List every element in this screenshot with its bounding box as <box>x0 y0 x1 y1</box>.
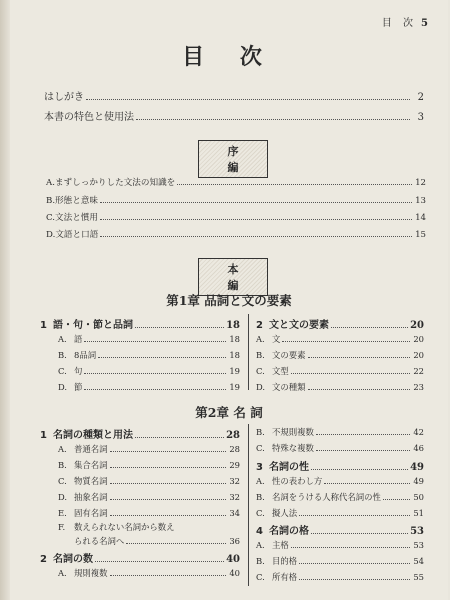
toc-head: 1 語・句・節と品詞 18 <box>40 320 240 331</box>
leader-dots <box>136 113 410 120</box>
toc-entry: B. 不規則複数 42 <box>256 427 424 437</box>
toc-entry: C. 所有格 55 <box>256 572 424 582</box>
toc-entry: A. 主格 53 <box>256 540 424 550</box>
running-head-label: 目 次 <box>381 18 418 29</box>
toc-entry: C. 特殊な複数 46 <box>256 443 424 453</box>
toc-entry: D. 文の種類 23 <box>256 382 424 392</box>
toc-entry: C. 物質名詞 32 <box>58 476 240 486</box>
toc-head: 2 名詞の数 40 <box>40 554 240 565</box>
toc-label: はしがき <box>44 92 84 103</box>
toc-entry: A. 文 20 <box>256 334 424 344</box>
toc-entry: B. 文の要素 20 <box>256 350 424 360</box>
toc-head: 1 名詞の種類と用法 28 <box>40 430 240 441</box>
section-box-jo: 序編 <box>198 140 268 178</box>
toc-entry: B. 8品詞 18 <box>58 350 240 360</box>
toc-entry-hashigaki <box>44 88 424 103</box>
toc-entry: C. 擬人法 51 <box>256 508 424 518</box>
toc-entry: D. 節 19 <box>58 382 240 392</box>
book-gutter <box>0 0 10 600</box>
toc-head: 4 名詞の格 53 <box>256 526 424 537</box>
toc-page: 2 <box>417 92 424 103</box>
chapter-2-title: 第2章 名 詞 <box>195 405 263 420</box>
toc-entry-f-line2: られる名詞へ 36 <box>74 536 240 546</box>
book-page <box>10 0 448 600</box>
toc-entry: A. 語 18 <box>58 334 240 344</box>
toc-head: 3 名詞の性 49 <box>256 462 424 473</box>
column-divider <box>248 314 249 390</box>
toc-entry: B. 名詞をうける人称代名詞の性 50 <box>256 492 424 502</box>
toc-label: 本書の特色と使用法 <box>44 112 134 123</box>
page-title: 目 次 <box>182 44 276 70</box>
running-head <box>382 14 428 29</box>
toc-entry: A.まずしっかりした文法の知識を 12 <box>46 178 426 188</box>
toc-entry: B. 集合名詞 29 <box>58 460 240 470</box>
toc-entry: C. 文型 22 <box>256 366 424 376</box>
toc-entry: D. 抽象名詞 32 <box>58 492 240 502</box>
toc-page: 3 <box>417 112 424 123</box>
chapter-1-title: 第1章 品詞と文の要素 <box>166 293 292 308</box>
toc-entry: C.文法と慣用 14 <box>46 213 426 223</box>
column-divider <box>248 424 249 586</box>
toc-entry: C. 句 19 <box>58 366 240 376</box>
toc-entry: A. 普通名詞 28 <box>58 444 240 454</box>
toc-entry: E. 固有名詞 34 <box>58 508 240 518</box>
toc-entry: D.文語と口語 15 <box>46 230 426 240</box>
toc-entry: B.形態と意味 13 <box>46 196 426 206</box>
leader-dots <box>86 93 410 100</box>
toc-entry-f-line1: F. 数えられない名詞から数え <box>58 522 175 532</box>
toc-entry-tokushoku <box>44 108 424 123</box>
toc-entry: B. 目的格 54 <box>256 556 424 566</box>
toc-head: 2 文と文の要素 20 <box>256 320 424 331</box>
toc-entry: A. 性の表わし方 49 <box>256 476 424 486</box>
running-head-page: 5 <box>421 18 428 29</box>
section-box-hon: 本編 <box>198 258 268 296</box>
toc-entry: A. 規則複数 40 <box>58 568 240 578</box>
